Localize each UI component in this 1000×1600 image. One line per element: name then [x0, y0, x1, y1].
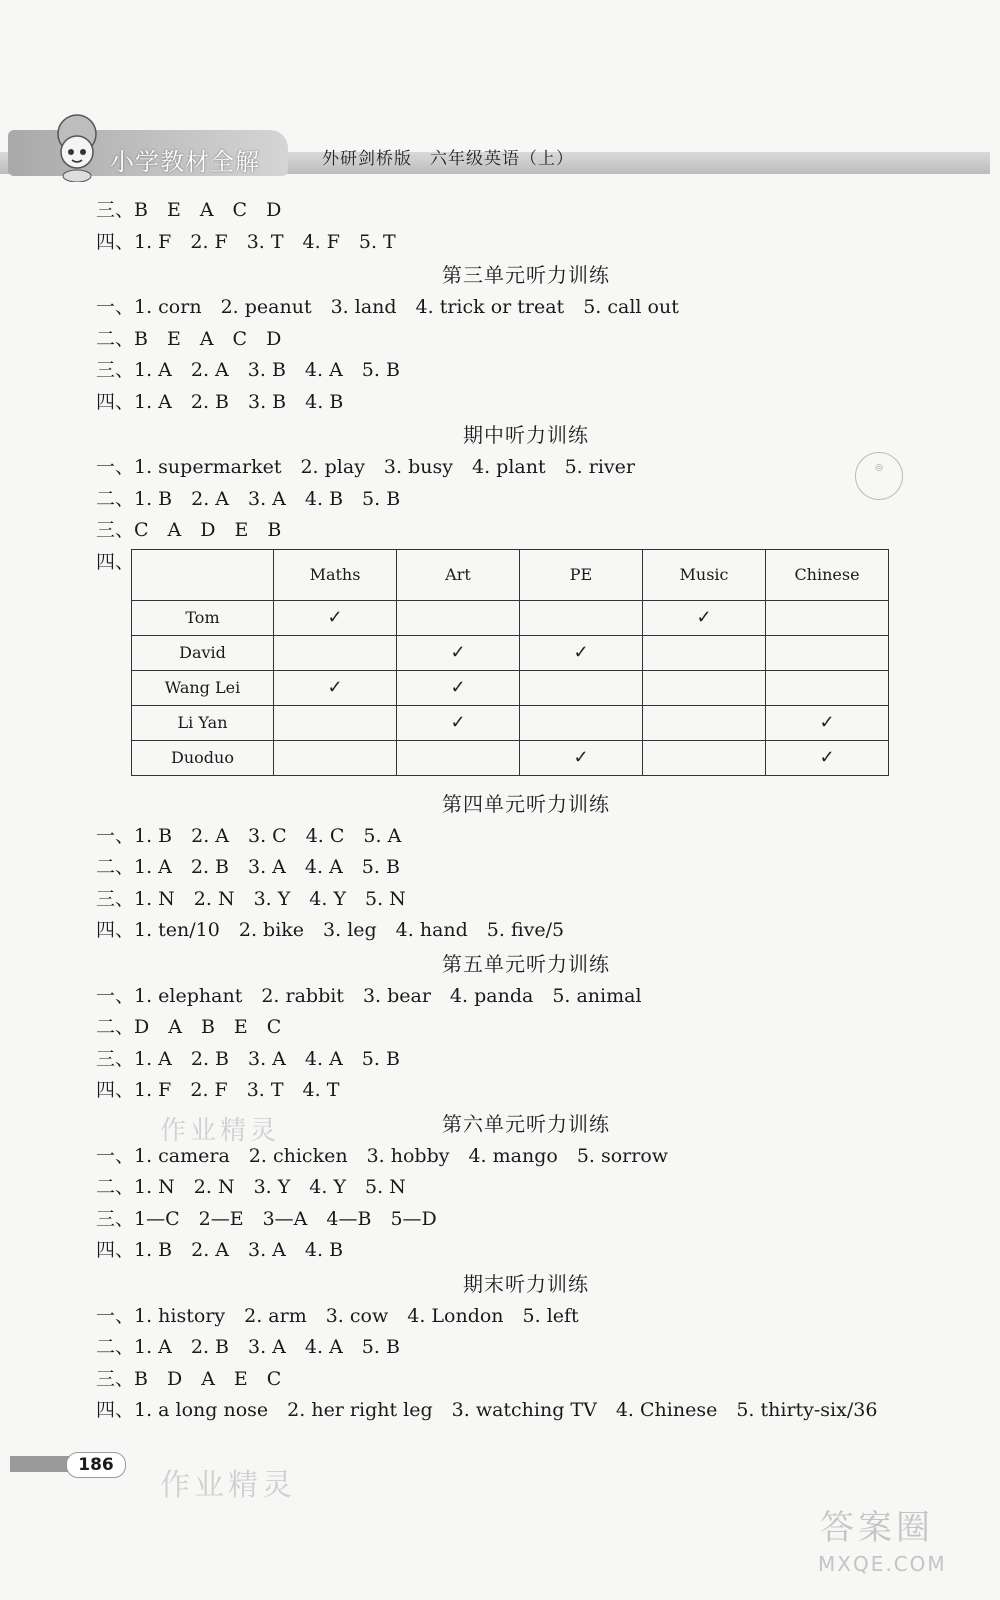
check-cell — [520, 705, 643, 740]
answer-line: 二、D A B E C — [96, 1016, 282, 1038]
footer-stripe — [10, 1456, 72, 1472]
row-name-cell: Li Yan — [132, 705, 274, 740]
answer-line: 一、1. elephant 2. rabbit 3. bear 4. panda 5. animal — [96, 984, 642, 1007]
series-title: 小学教材全解 — [110, 148, 260, 176]
mascot-girl-icon — [46, 112, 108, 182]
check-cell: ✓ — [520, 635, 643, 670]
table-row — [132, 635, 889, 670]
check-cell: ✓ — [397, 670, 520, 705]
stamp-mark: ◎ — [855, 452, 903, 500]
section-title-unit4: 第四单元听力训练 — [442, 791, 610, 816]
check-cell: ✓ — [274, 670, 397, 705]
watermark-bottom: 作业精灵 — [160, 1468, 296, 1503]
check-cell: ✓ — [766, 705, 889, 740]
header-cell: PE — [520, 549, 643, 600]
answer-line: 四、1. B 2. A 3. A 4. B — [96, 1239, 344, 1261]
check-cell — [643, 740, 766, 775]
page-header — [0, 120, 1000, 190]
answer-line: 二、1. A 2. B 3. A 4. A 5. B — [96, 1336, 400, 1358]
header-cell: Music — [643, 549, 766, 600]
header-cell: Maths — [274, 549, 397, 600]
check-cell — [397, 600, 520, 635]
answer-line: 三、B D A E C — [96, 1367, 282, 1390]
answer-line: 一、1. supermarket 2. play 3. busy 4. plant 5. river — [96, 456, 635, 478]
check-cell: ✓ — [397, 635, 520, 670]
check-cell: ✓ — [643, 600, 766, 635]
answer-line: 二、1. A 2. B 3. A 4. A 5. B — [96, 856, 400, 878]
table-row — [132, 670, 889, 705]
answer-line: 四、1. F 2. F 3. T 4. T — [96, 1079, 340, 1101]
answer-line: 四、1. A 2. B 3. B 4. B — [96, 390, 344, 413]
row-name-cell: Duoduo — [132, 740, 274, 775]
check-cell — [766, 670, 889, 705]
check-cell — [520, 600, 643, 635]
check-cell — [274, 740, 397, 775]
page-footer — [10, 1452, 130, 1476]
check-cell — [643, 670, 766, 705]
answer-line: 三、1. A 2. B 3. A 4. A 5. B — [96, 1047, 400, 1070]
answer-line: 三、C A D E B — [96, 519, 282, 541]
check-cell: ✓ — [397, 705, 520, 740]
answer-line: 一、1. history 2. arm 3. cow 4. London 5. left — [96, 1304, 579, 1327]
answer-line: 三、1. N 2. N 3. Y 4. Y 5. N — [96, 887, 406, 910]
subject-table — [131, 549, 889, 776]
page-number: 186 — [66, 1452, 126, 1478]
answer-line: 一、1. camera 2. chicken 3. hobby 4. mango 5. sorrow — [96, 1144, 669, 1167]
watermark-site: MXQE.COM — [818, 1552, 947, 1576]
table-row — [132, 600, 889, 635]
check-cell — [766, 635, 889, 670]
book-subtitle: 外研剑桥版 六年级英语（上） — [322, 149, 574, 169]
watermark-mid: 作业精灵 — [160, 1116, 281, 1146]
answer-line: 二、1. B 2. A 3. A 4. B 5. B — [96, 487, 401, 510]
answer-line: 二、B E A C D — [96, 327, 282, 350]
watermark-logo: 答案圈 — [820, 1508, 934, 1548]
check-cell — [274, 635, 397, 670]
check-cell: ✓ — [274, 600, 397, 635]
row-name-cell: Tom — [132, 600, 274, 635]
answer-line: 一、1. B 2. A 3. C 4. C 5. A — [96, 824, 402, 847]
answer-line: 三、1. A 2. A 3. B 4. A 5. B — [96, 359, 400, 381]
answer-line: 三、B E A C D — [96, 199, 282, 221]
check-cell — [397, 740, 520, 775]
check-cell: ✓ — [520, 740, 643, 775]
row-name-cell: Wang Lei — [132, 670, 274, 705]
answer-content — [96, 195, 926, 1427]
answer-line: 二、1. N 2. N 3. Y 4. Y 5. N — [96, 1176, 406, 1198]
header-cell: Art — [397, 549, 520, 600]
answer-line: 三、1—C 2—E 3—A 4—B 5—D — [96, 1207, 437, 1230]
table-label: 四、 — [96, 550, 135, 573]
check-cell — [643, 705, 766, 740]
midterm-table-block — [96, 547, 926, 787]
header-cell: Chinese — [766, 549, 889, 600]
answer-line: 一、1. corn 2. peanut 3. land 4. trick or treat 5. call out — [96, 296, 679, 318]
check-cell — [766, 600, 889, 635]
row-name-cell: David — [132, 635, 274, 670]
check-cell: ✓ — [766, 740, 889, 775]
section-title-final: 期末听力训练 — [463, 1271, 589, 1296]
answer-line: 四、1. ten/10 2. bike 3. leg 4. hand 5. five/5 — [96, 919, 565, 941]
section-title-unit6: 第六单元听力训练 — [442, 1111, 610, 1136]
answer-line: 四、1. a long nose 2. her right leg 3. watching TV 4. Chinese 5. thirty-six/36 — [96, 1399, 878, 1421]
section-title-midterm: 期中听力训练 — [463, 423, 589, 447]
check-cell — [520, 670, 643, 705]
check-cell — [643, 635, 766, 670]
check-cell — [274, 705, 397, 740]
answer-line: 四、1. F 2. F 3. T 4. F 5. T — [96, 230, 396, 253]
table-row — [132, 740, 889, 775]
table-header-row — [132, 549, 889, 600]
header-cell — [132, 549, 274, 600]
table-row — [132, 705, 889, 740]
section-title-unit5: 第五单元听力训练 — [442, 951, 610, 976]
section-title-unit3: 第三单元听力训练 — [442, 263, 610, 287]
